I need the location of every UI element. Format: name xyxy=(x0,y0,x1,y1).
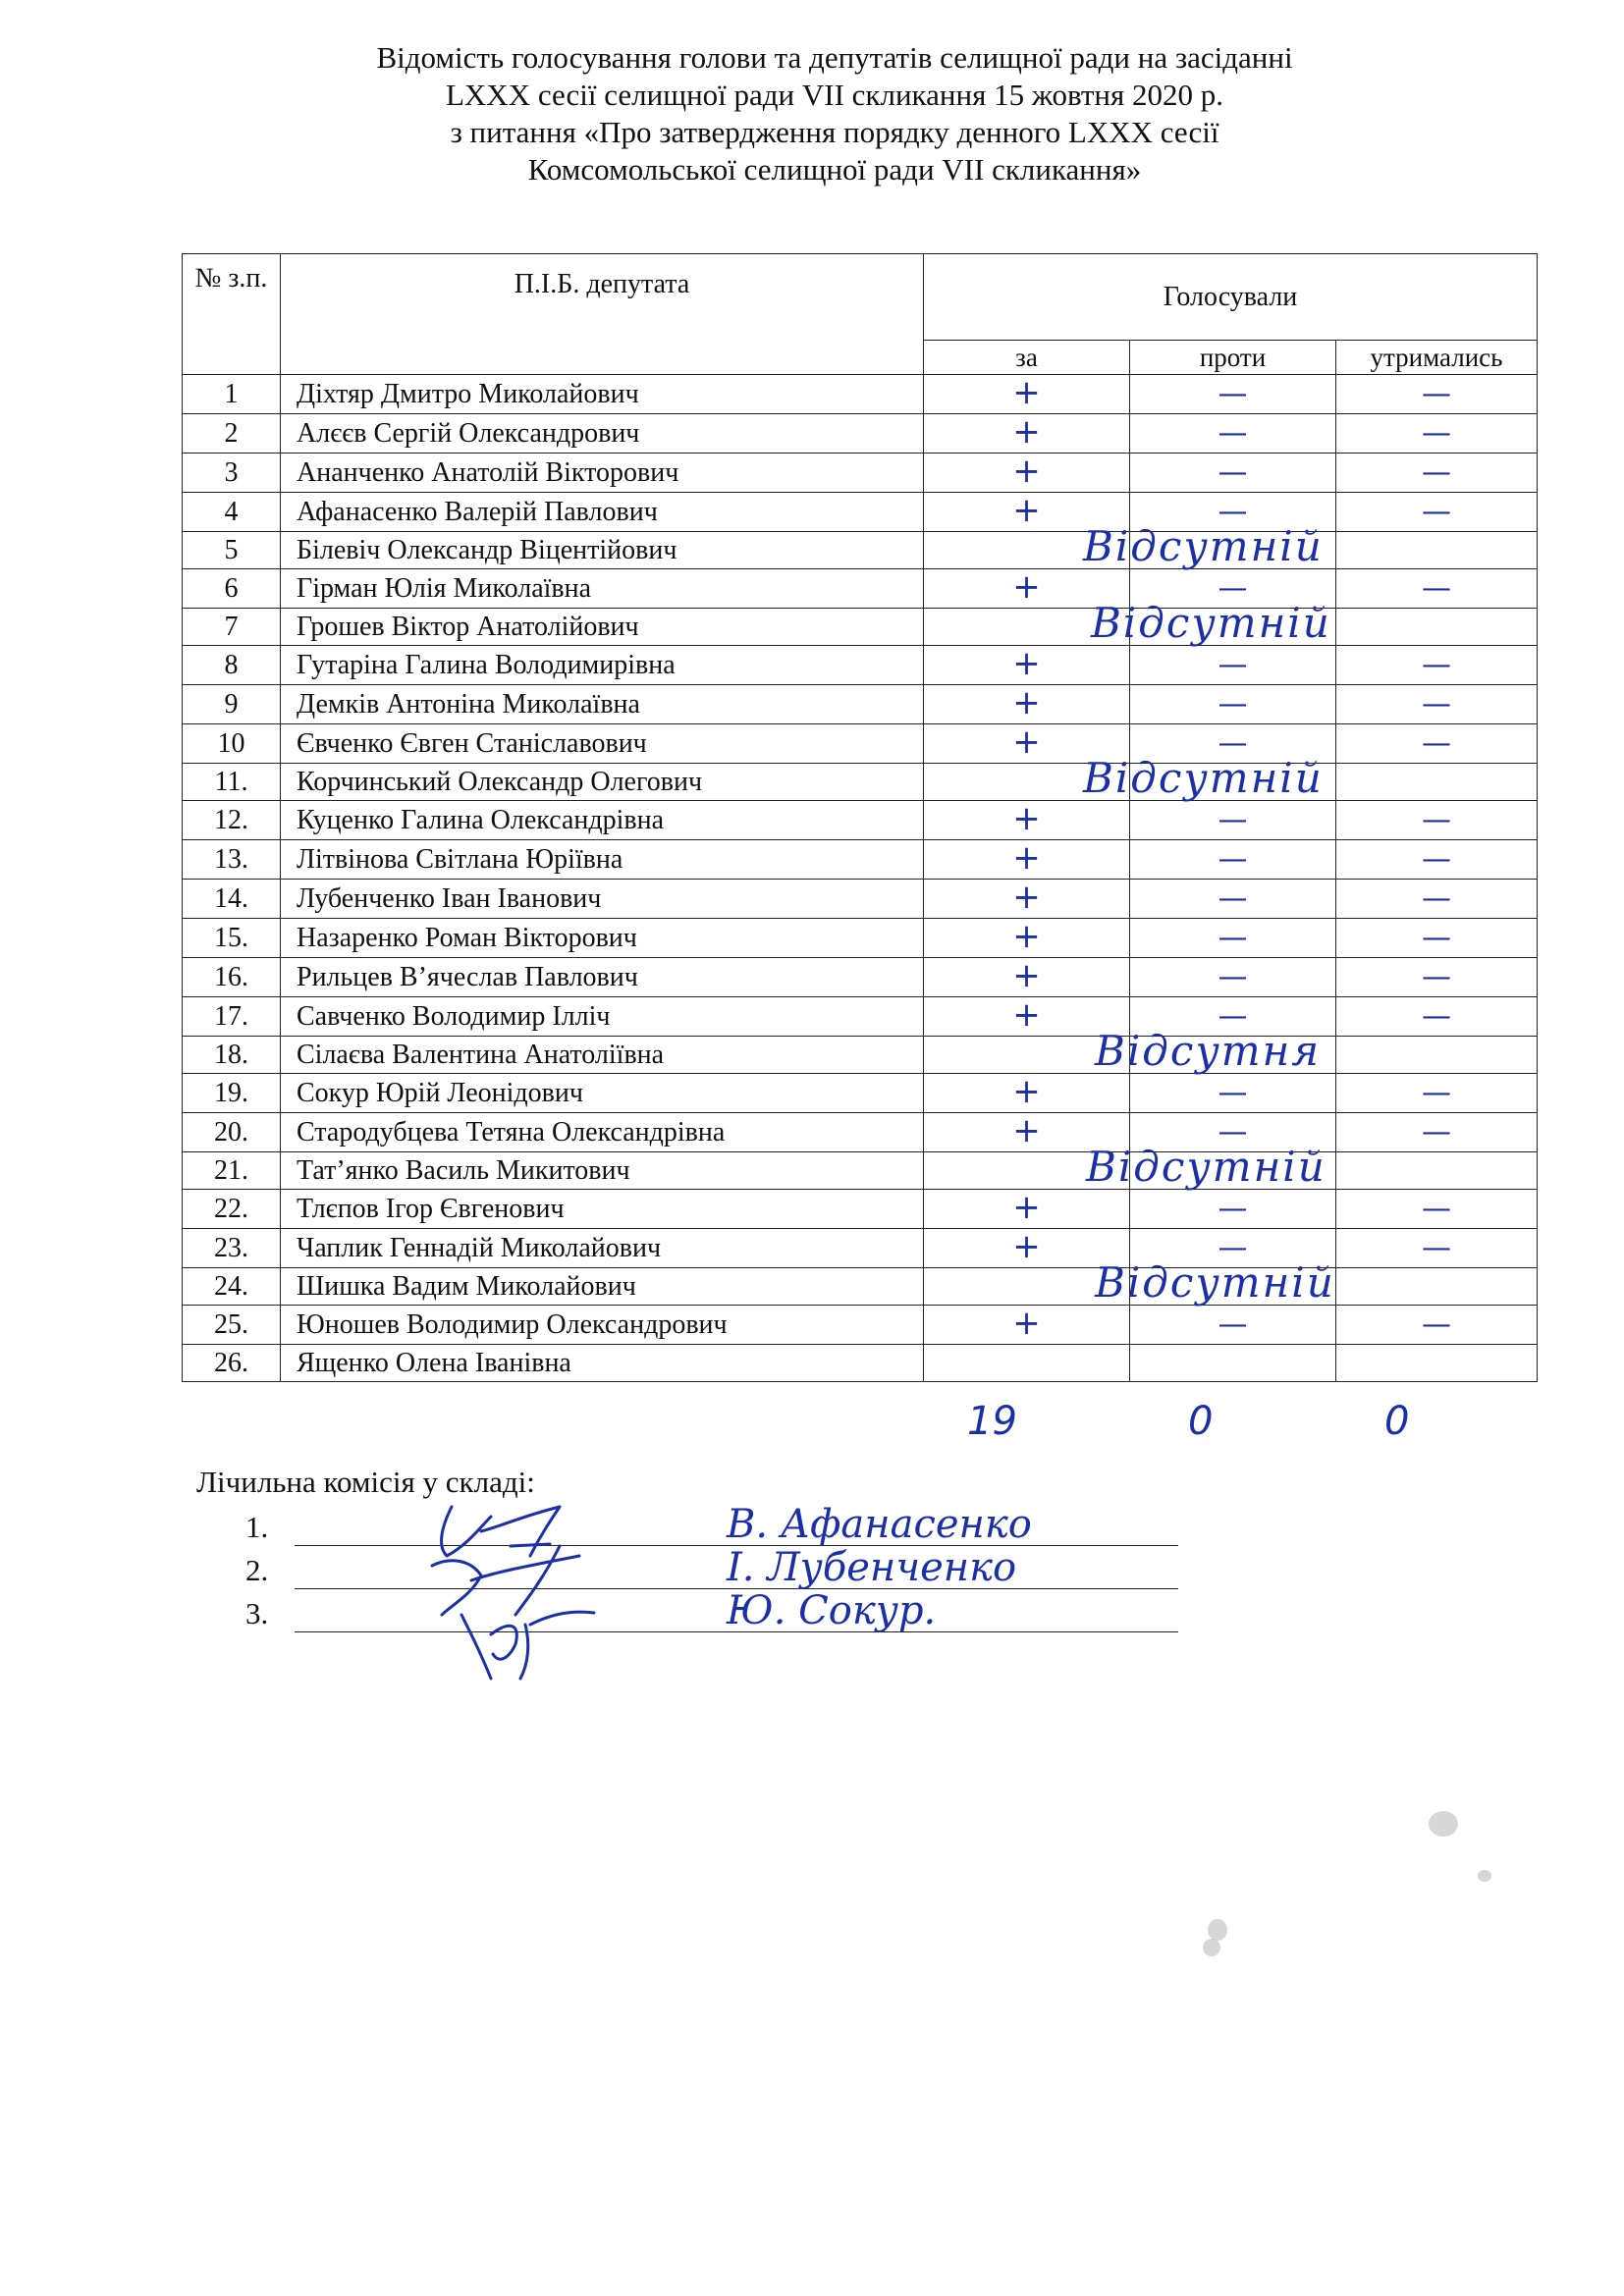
member-name: Ю. Сокур. xyxy=(727,1588,937,1633)
table-row xyxy=(183,532,1538,569)
table-row xyxy=(183,646,1538,685)
vote-cell-against xyxy=(1130,414,1336,454)
vote-cell-against xyxy=(1091,599,1336,647)
deputy-name: Лубенченко Іван Іванович xyxy=(281,880,924,919)
vote-cell-against xyxy=(1130,646,1336,685)
vote-cell-for xyxy=(924,1306,1130,1345)
row-number: 5 xyxy=(183,532,281,569)
table-row xyxy=(183,454,1538,493)
deputy-name: Чаплик Геннадій Миколайович xyxy=(281,1229,924,1268)
dash-mark: — xyxy=(1422,1191,1451,1226)
deputy-name: Юношев Володимир Олександрович xyxy=(281,1306,924,1345)
dash-mark: — xyxy=(1422,647,1451,682)
vote-cell-abstained xyxy=(1336,532,1538,569)
header-for: за xyxy=(924,341,1130,375)
dash-mark: — xyxy=(1218,1307,1248,1342)
header-against: проти xyxy=(1130,341,1336,375)
row-number: 22. xyxy=(183,1190,281,1229)
dash-mark: — xyxy=(1218,1114,1248,1149)
dash-mark: — xyxy=(1218,841,1248,877)
vote-cell-abstained xyxy=(1336,1190,1538,1229)
paper-stain xyxy=(1208,1919,1227,1941)
dash-mark: — xyxy=(1422,881,1451,916)
vote-cell-abstained xyxy=(1336,685,1538,724)
vote-cell-against xyxy=(1130,840,1336,880)
deputy-name: Афанасенко Валерій Павлович xyxy=(281,493,924,532)
vote-cell-abstained xyxy=(1336,1345,1538,1382)
dash-mark: — xyxy=(1218,1191,1248,1226)
vote-cell-abstained xyxy=(1336,1229,1538,1268)
vote-cell-for xyxy=(924,454,1130,493)
absent-note: Відсутній xyxy=(1095,1258,1335,1307)
vote-cell-abstained xyxy=(1336,958,1538,997)
table-row xyxy=(183,1268,1538,1306)
dash-mark: — xyxy=(1218,725,1248,761)
vote-cell-for xyxy=(924,801,1130,840)
row-number: 11. xyxy=(183,764,281,801)
plus-mark: + xyxy=(1012,567,1041,607)
plus-mark: + xyxy=(1012,373,1041,412)
vote-cell-against xyxy=(1130,958,1336,997)
row-number: 24. xyxy=(183,1268,281,1306)
vote-cell-abstained xyxy=(1336,1268,1538,1306)
row-number: 23. xyxy=(183,1229,281,1268)
dash-mark: — xyxy=(1422,725,1451,761)
dash-mark: — xyxy=(1218,881,1248,916)
deputy-name: Грошев Віктор Анатолійович xyxy=(281,609,924,646)
dash-mark: — xyxy=(1218,920,1248,955)
table-row xyxy=(183,840,1538,880)
plus-mark: + xyxy=(1012,722,1041,762)
member-name: І. Лубенченко xyxy=(727,1545,1017,1590)
dash-mark: — xyxy=(1422,415,1451,451)
vote-cell-abstained xyxy=(1336,1152,1538,1190)
row-number: 9 xyxy=(183,685,281,724)
dash-mark: — xyxy=(1422,920,1451,955)
commission-member-3 xyxy=(245,1588,1178,1635)
deputy-name: Рильцев В’ячеслав Павлович xyxy=(281,958,924,997)
vote-cell-against xyxy=(1130,1074,1336,1113)
dash-mark: — xyxy=(1218,570,1248,606)
title-line-1: Відомість голосування голови та депутатів селищної ради на засіданні xyxy=(376,40,1293,75)
table-row xyxy=(183,724,1538,764)
vote-cell-for xyxy=(924,880,1130,919)
deputy-name: Савченко Володимир Ілліч xyxy=(281,997,924,1037)
dash-mark: — xyxy=(1218,1230,1248,1265)
absent-note: Відсутній xyxy=(1083,522,1324,570)
plus-mark: + xyxy=(1012,491,1041,530)
dash-mark: — xyxy=(1422,454,1451,490)
paper-stain xyxy=(1429,1811,1458,1837)
dash-mark: — xyxy=(1422,1230,1451,1265)
plus-mark: + xyxy=(1012,878,1041,917)
vote-cell-abstained xyxy=(1336,1037,1538,1074)
deputy-name: Тат’янко Василь Микитович xyxy=(281,1152,924,1190)
vote-cell-for xyxy=(924,414,1130,454)
commission-label: Лічильна комісія у складі: xyxy=(196,1465,535,1499)
dash-mark: — xyxy=(1422,494,1451,529)
deputy-name: Гутаріна Галина Володимирівна xyxy=(281,646,924,685)
table-row xyxy=(183,997,1538,1037)
vote-cell-abstained xyxy=(1336,609,1538,646)
row-number: 20. xyxy=(183,1113,281,1152)
deputy-name: Гірман Юлія Миколаївна xyxy=(281,569,924,609)
deputy-name: Стародубцева Тетяна Олександрівна xyxy=(281,1113,924,1152)
table-row xyxy=(183,1345,1538,1382)
table-row xyxy=(183,493,1538,532)
dash-mark: — xyxy=(1218,1075,1248,1110)
row-number: 3 xyxy=(183,454,281,493)
vote-cell-against xyxy=(1130,1345,1336,1382)
vote-cell-abstained xyxy=(1336,997,1538,1037)
vote-cell-abstained xyxy=(1336,493,1538,532)
plus-mark: + xyxy=(1012,956,1041,995)
row-number: 26. xyxy=(183,1345,281,1382)
member-number: 3. xyxy=(245,1596,269,1630)
vote-cell-for xyxy=(924,958,1130,997)
deputy-name: Білевіч Олександр Віцентійович xyxy=(281,532,924,569)
vote-cell-against xyxy=(1095,1027,1336,1075)
dash-mark: — xyxy=(1422,570,1451,606)
absent-note: Відсутній xyxy=(1083,754,1324,802)
table-row xyxy=(183,375,1538,414)
vote-cell-for xyxy=(924,1345,1130,1382)
vote-cell-for xyxy=(924,919,1130,958)
row-number: 8 xyxy=(183,646,281,685)
dash-mark: — xyxy=(1218,959,1248,994)
row-number: 18. xyxy=(183,1037,281,1074)
vote-cell-against xyxy=(1130,919,1336,958)
vote-cell-against xyxy=(1130,880,1336,919)
dash-mark: — xyxy=(1422,1307,1451,1342)
plus-mark: + xyxy=(1012,838,1041,878)
total-against: 0 xyxy=(1188,1399,1214,1444)
table-row xyxy=(183,1306,1538,1345)
table-row xyxy=(183,1113,1538,1152)
paper-stain xyxy=(1478,1870,1491,1882)
signature-stroke-2 xyxy=(432,1546,579,1615)
commission-member-1 xyxy=(245,1502,1178,1549)
row-number: 1 xyxy=(183,375,281,414)
header-name: П.І.Б. депутата xyxy=(281,254,924,375)
dash-mark: — xyxy=(1422,1075,1451,1110)
vote-cell-abstained xyxy=(1336,1113,1538,1152)
vote-cell-abstained xyxy=(1336,801,1538,840)
header-num: № з.п. xyxy=(183,254,281,375)
member-number: 2. xyxy=(245,1553,269,1587)
row-number: 12. xyxy=(183,801,281,840)
deputy-name: Сілаєва Валентина Анатоліївна xyxy=(281,1037,924,1074)
absent-note: Відсутній xyxy=(1091,599,1331,647)
plus-mark: + xyxy=(1012,1188,1041,1227)
row-number: 21. xyxy=(183,1152,281,1190)
vote-cell-for xyxy=(924,1190,1130,1229)
document-title xyxy=(196,39,1473,188)
vote-cell-against xyxy=(1130,801,1336,840)
row-number: 15. xyxy=(183,919,281,958)
vote-cell-against xyxy=(1083,754,1336,802)
title-line-2: LXXX сесії селищної ради VII скликання 15 жовтня 2020 р. xyxy=(445,78,1223,112)
vote-cell-abstained xyxy=(1336,646,1538,685)
deputy-name: Сокур Юрій Леонідович xyxy=(281,1074,924,1113)
title-line-3: з питання «Про затвердження порядку денного LXXX сесії xyxy=(450,115,1219,149)
vote-cell-against xyxy=(1130,685,1336,724)
vote-cell-abstained xyxy=(1336,375,1538,414)
table-row xyxy=(183,880,1538,919)
vote-cell-for xyxy=(924,375,1130,414)
row-number: 2 xyxy=(183,414,281,454)
table-row xyxy=(183,1037,1538,1074)
row-number: 13. xyxy=(183,840,281,880)
plus-mark: + xyxy=(1012,917,1041,956)
commission-member-2 xyxy=(245,1545,1178,1592)
vote-cell-abstained xyxy=(1336,569,1538,609)
vote-cell-against xyxy=(1095,1258,1336,1307)
table-row xyxy=(183,764,1538,801)
paper-stain xyxy=(1203,1939,1220,1956)
table-row xyxy=(183,801,1538,840)
member-number: 1. xyxy=(245,1510,269,1544)
deputy-name: Тлєпов Ігор Євгенович xyxy=(281,1190,924,1229)
vote-cell-abstained xyxy=(1336,919,1538,958)
absent-note: Відсутній xyxy=(1086,1143,1326,1191)
row-number: 7 xyxy=(183,609,281,646)
plus-mark: + xyxy=(1012,995,1041,1035)
deputy-name: Ананченко Анатолій Вікторович xyxy=(281,454,924,493)
vote-cell-abstained xyxy=(1336,880,1538,919)
deputy-name: Діхтяр Дмитро Миколайович xyxy=(281,375,924,414)
row-number: 10 xyxy=(183,724,281,764)
vote-cell-against xyxy=(1130,375,1336,414)
vote-cell-against xyxy=(1130,454,1336,493)
vote-cell-abstained xyxy=(1336,1074,1538,1113)
dash-mark: — xyxy=(1218,415,1248,451)
vote-cell-against xyxy=(1083,522,1336,570)
row-number: 25. xyxy=(183,1306,281,1345)
deputy-name: Ященко Олена Іванівна xyxy=(281,1345,924,1382)
deputy-name: Шишка Вадим Миколайович xyxy=(281,1268,924,1306)
total-for: 19 xyxy=(967,1399,1017,1444)
vote-cell-against xyxy=(1130,1306,1336,1345)
deputy-name: Куценко Галина Олександрівна xyxy=(281,801,924,840)
row-number: 17. xyxy=(183,997,281,1037)
dash-mark: — xyxy=(1218,998,1248,1034)
table-row xyxy=(183,1152,1538,1190)
plus-mark: + xyxy=(1012,683,1041,722)
dash-mark: — xyxy=(1218,376,1248,411)
header-abstained: утримались xyxy=(1336,341,1538,375)
vote-cell-for xyxy=(924,685,1130,724)
vote-cell-abstained xyxy=(1336,764,1538,801)
dash-mark: — xyxy=(1218,494,1248,529)
row-number: 4 xyxy=(183,493,281,532)
header-voted: Голосували xyxy=(924,254,1538,341)
signature-stroke-1 xyxy=(442,1507,560,1556)
deputy-name: Корчинський Олександр Олегович xyxy=(281,764,924,801)
voting-table xyxy=(182,253,1538,1382)
vote-cell-abstained xyxy=(1336,454,1538,493)
dash-mark: — xyxy=(1218,802,1248,837)
row-number: 16. xyxy=(183,958,281,997)
signature-stroke-3 xyxy=(461,1612,594,1679)
plus-mark: + xyxy=(1012,644,1041,683)
dash-mark: — xyxy=(1422,802,1451,837)
vote-cell-for xyxy=(924,1074,1130,1113)
plus-mark: + xyxy=(1012,452,1041,491)
vote-cell-against xyxy=(1086,1143,1336,1191)
dash-mark: — xyxy=(1218,454,1248,490)
dash-mark: — xyxy=(1422,841,1451,877)
title-line-4: Комсомольської селищної ради VII скликання» xyxy=(527,152,1142,187)
deputy-name: Євченко Євген Станіславович xyxy=(281,724,924,764)
table-row xyxy=(183,919,1538,958)
plus-mark: + xyxy=(1012,412,1041,452)
row-number: 14. xyxy=(183,880,281,919)
table-row xyxy=(183,685,1538,724)
vote-cell-abstained xyxy=(1336,1306,1538,1345)
plus-mark: + xyxy=(1012,1072,1041,1111)
vote-cell-abstained xyxy=(1336,840,1538,880)
vote-cell-for xyxy=(924,840,1130,880)
member-name: В. Афанасенко xyxy=(727,1502,1032,1547)
deputy-name: Алєєв Сергій Олександрович xyxy=(281,414,924,454)
deputy-name: Назаренко Роман Вікторович xyxy=(281,919,924,958)
plus-mark: + xyxy=(1012,1304,1041,1343)
table-row xyxy=(183,1190,1538,1229)
dash-mark: — xyxy=(1422,376,1451,411)
table-row xyxy=(183,569,1538,609)
deputy-name: Літвінова Світлана Юріївна xyxy=(281,840,924,880)
table-row xyxy=(183,1074,1538,1113)
dash-mark: — xyxy=(1218,686,1248,721)
vote-cell-abstained xyxy=(1336,724,1538,764)
plus-mark: + xyxy=(1012,799,1041,838)
table-row xyxy=(183,609,1538,646)
row-number: 19. xyxy=(183,1074,281,1113)
dash-mark: — xyxy=(1422,686,1451,721)
row-number: 6 xyxy=(183,569,281,609)
deputy-name: Демків Антоніна Миколаївна xyxy=(281,685,924,724)
plus-mark: + xyxy=(1012,1227,1041,1266)
total-abstained: 0 xyxy=(1384,1399,1410,1444)
voting-table-body xyxy=(183,375,1538,1382)
plus-mark: + xyxy=(1012,1111,1041,1150)
dash-mark: — xyxy=(1422,959,1451,994)
vote-cell-for xyxy=(924,646,1130,685)
dash-mark: — xyxy=(1422,998,1451,1034)
dash-mark: — xyxy=(1422,1114,1451,1149)
table-row xyxy=(183,414,1538,454)
table-row xyxy=(183,958,1538,997)
handwritten-signatures xyxy=(412,1487,638,1693)
vote-cell-abstained xyxy=(1336,414,1538,454)
dash-mark: — xyxy=(1218,647,1248,682)
absent-note: Відсутня xyxy=(1095,1027,1322,1075)
vote-cell-against xyxy=(1130,1190,1336,1229)
